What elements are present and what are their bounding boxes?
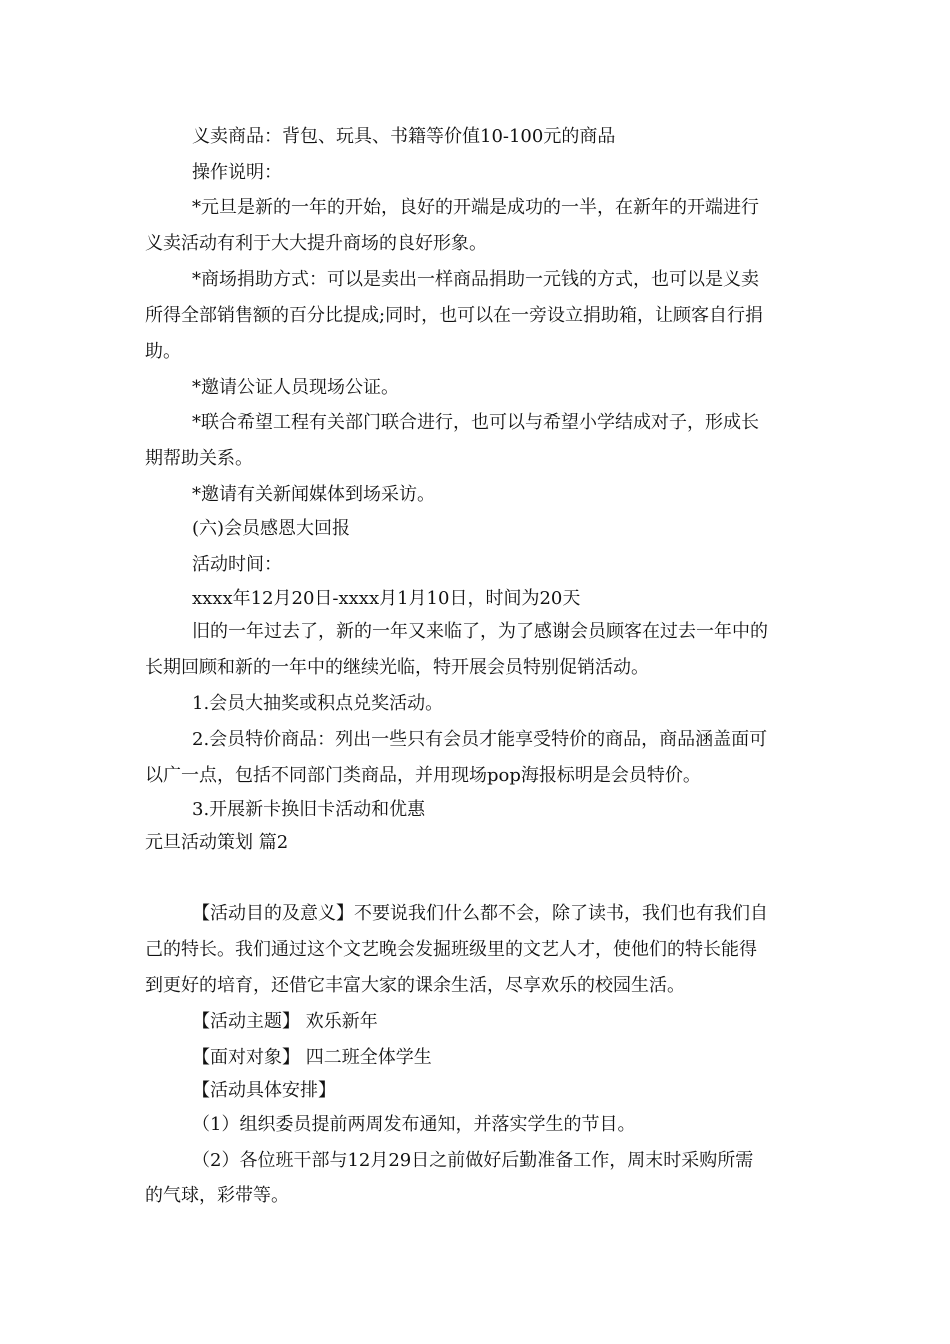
text-line: *联合希望工程有关部门联合进行，也可以与希望小学结成对子，形成长	[192, 412, 759, 433]
text-line: 【面对对象】 四二班全体学生	[192, 1047, 432, 1068]
list-item: 3.开展新卡换旧卡活动和优惠	[192, 799, 426, 820]
text-line: 期帮助关系。	[145, 448, 253, 469]
list-item: （1）组织委员提前两周发布通知，并落实学生的节目。	[192, 1114, 636, 1135]
section-heading: (六)会员感恩大回报	[192, 518, 351, 539]
text-line: *元旦是新的一年的开始，良好的开端是成功的一半，在新年的开端进行	[192, 197, 759, 218]
text-line: 【活动目的及意义】不要说我们什么都不会，除了读书，我们也有我们自	[192, 903, 768, 924]
text-line: 【活动主题】 欢乐新年	[192, 1011, 378, 1032]
text-line: 所得全部销售额的百分比提成;同时，也可以在一旁设立捐助箱，让顾客自行捐	[145, 305, 764, 326]
text-line: 长期回顾和新的一年中的继续光临，特开展会员特别促销活动。	[145, 657, 649, 678]
text-line: 活动时间：	[192, 554, 282, 575]
list-item: （2）各位班干部与12月29日之前做好后勤准备工作，周末时采购所需	[192, 1150, 754, 1171]
text-line: 助。	[145, 341, 181, 362]
text-line: 己的特长。我们通过这个文艺晚会发掘班级里的文艺人才，使他们的特长能得	[145, 939, 757, 960]
list-item: 2.会员特价商品：列出一些只有会员才能享受特价的商品，商品涵盖面可	[192, 729, 768, 750]
text-line: xxxx年12月20日-xxxx月1月10日，时间为20天	[192, 588, 581, 609]
list-item: 1.会员大抽奖或积点兑奖活动。	[192, 693, 444, 714]
text-line: *邀请有关新闻媒体到场采访。	[192, 484, 435, 505]
text-line: 义卖活动有利于大大提升商场的良好形象。	[145, 233, 487, 254]
text-line: 以广一点，包括不同部门类商品，并用现场pop海报标明是会员特价。	[145, 765, 701, 786]
section-title: 元旦活动策划 篇2	[145, 832, 289, 853]
text-line: 义卖商品：背包、玩具、书籍等价值10-100元的商品	[192, 126, 616, 147]
text-line: *邀请公证人员现场公证。	[192, 377, 399, 398]
text-line: *商场捐助方式：可以是卖出一样商品捐助一元钱的方式，也可以是义卖	[192, 269, 759, 290]
text-line: 操作说明：	[192, 162, 282, 183]
text-line: 【活动具体安排】	[192, 1080, 336, 1101]
text-line: 旧的一年过去了，新的一年又来临了，为了感谢会员顾客在过去一年中的	[192, 621, 768, 642]
text-line: 到更好的培育，还借它丰富大家的课余生活，尽享欢乐的校园生活。	[145, 975, 685, 996]
text-line: 的气球，彩带等。	[145, 1185, 289, 1206]
